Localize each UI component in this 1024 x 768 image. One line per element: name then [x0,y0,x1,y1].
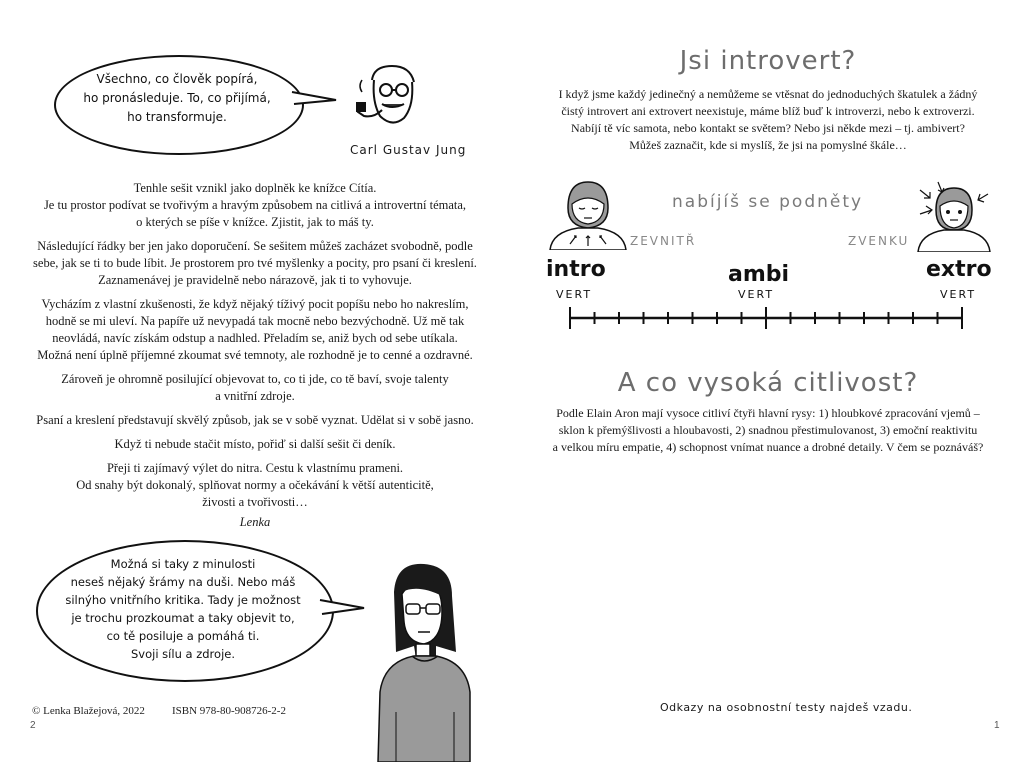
extro-sub: VERT [940,288,977,301]
scale-heading: nabíjíš se podněty [672,192,864,212]
girl-bubble-text: Možná si taky z minulosti neseš nějaký šrámy na duši. Nebo máš silnýho vnitřního kritika. Tady je možnost je trochu prozkoumat a taky objevit to, co tě posiluje a pomáhá ti. Svoji sílu a zdroje. [65,557,301,661]
paragraph: Následující řádky ber jen jako doporučení. Se sešitem můžeš zacházet svobodně, podle sebe, jak se ti to bude líbit. Je prostorem pro tvé myšlenky a pocity, pro psaní či kreslení. Zaznamenávej je pravidelně nebo nárazově, jak ti to vyhovuje. [33,239,477,287]
paragraph: Psaní a kreslení představují skvělý způsob, jak se v sobě vyznat. Udělat si v sobě jasno. [36,413,474,427]
copyright: © Lenka Blažejová, 2022 [32,705,145,717]
paragraph: Přeji ti zajímavý výlet do nitra. Cestu k vlastnímu prameni. Od snahy být dokonalý, splňovat normy a očekávání k větší autenticitě, živosti a tvořivosti… [76,461,434,509]
paragraph: Vycházím z vlastní zkušenosti, že když nějaký tíživý pocit popíšu nebo ho nakreslím, hodně se mi uleví. Na papíře už nevypadá tak mocně nebo bezvýchodně. Už mě tak neovládá, navíc získám odstup a nadhled. Přeladím se, aniž bych od sebe utíkala. Možná není úplně příjemné zkoumat své temnoty, ale rozhodně je to cenné a ozdravné. [37,297,473,362]
extro-label: extro [926,257,992,282]
page-number-right: 1 [994,720,1000,731]
isbn: ISBN 978-80-908726-2-2 [172,705,286,717]
introvert-figure [548,178,628,250]
introvert-extrovert-scale[interactable] [564,304,968,334]
page-number-left: 2 [30,720,36,731]
girl-bubble-tail [318,596,368,618]
right-page [512,0,1024,768]
inside-label: ZEVNITŘ [630,234,697,248]
title-sensitivity: A co vysoká citlivost? [617,368,919,398]
paragraph: Když ti nebude stačit místo, pořiď si další sešit či deník. [114,437,396,451]
title-introvert: Jsi introvert? [679,46,857,76]
jung-portrait-illustration [352,62,432,140]
tests-note: Odkazy na osobnostní testy najdeš vzadu. [660,701,913,714]
paragraph: Zároveň je ohromně posilující objevovat to, co ti jde, co tě baví, svoje talenty a vnitřní zdroje. [61,372,449,403]
girl-illustration [366,562,476,762]
introvert-paragraph: I když jsme každý jedinečný a nemůžeme se vtěsnat do jednoduchých škatulek a žádný čistý introvert ani extrovert neexistuje, máme blíž buď k introverzi, nebo k extroverzi. Nabíjí tě víc samota, nebo kontakt se světem? Nebo jsi někde mezi – tj. ambivert? Můžeš zaznačit, kde si myslíš, že jsi na pomyslné škále… [558,87,978,152]
quote-author: Carl Gustav Jung [350,143,467,157]
sensitivity-paragraph: Podle Elain Aron mají vysoce citliví čtyři hlavní rysy: 1) hloubkové zpracování vjemů – sklon k přemýšlivosti a hloubavosti, 2) snadnou přestimulovanost, 3) emoční reaktivitu a velkou míru empatie, 4) schopnost vnímat nuance a drobné detaily. V čem se poznáváš? [552,406,984,454]
paragraph: Tenhle sešit vznikl jako doplněk ke knížce Cítía. Je tu prostor podívat se tvořivým a hravým způsobem na citlivá a introvertní témata, o kterých se píše v knížce. Zjistit, jak to máš ty. [43,181,467,229]
ambi-sub: VERT [738,288,775,301]
signature: Lenka [239,515,271,529]
intro-text [20,180,490,531]
quote-text: Všechno, co člověk popírá, ho pronásleduje. To, co přijímá, ho transformuje. [83,72,271,124]
intro-sub: VERT [556,288,593,301]
intro-label: intro [546,257,606,282]
ambi-label: ambi [728,262,790,287]
outside-label: ZVENKU [848,234,910,248]
extrovert-figure [908,180,994,252]
quote-bubble-tail [290,88,340,108]
